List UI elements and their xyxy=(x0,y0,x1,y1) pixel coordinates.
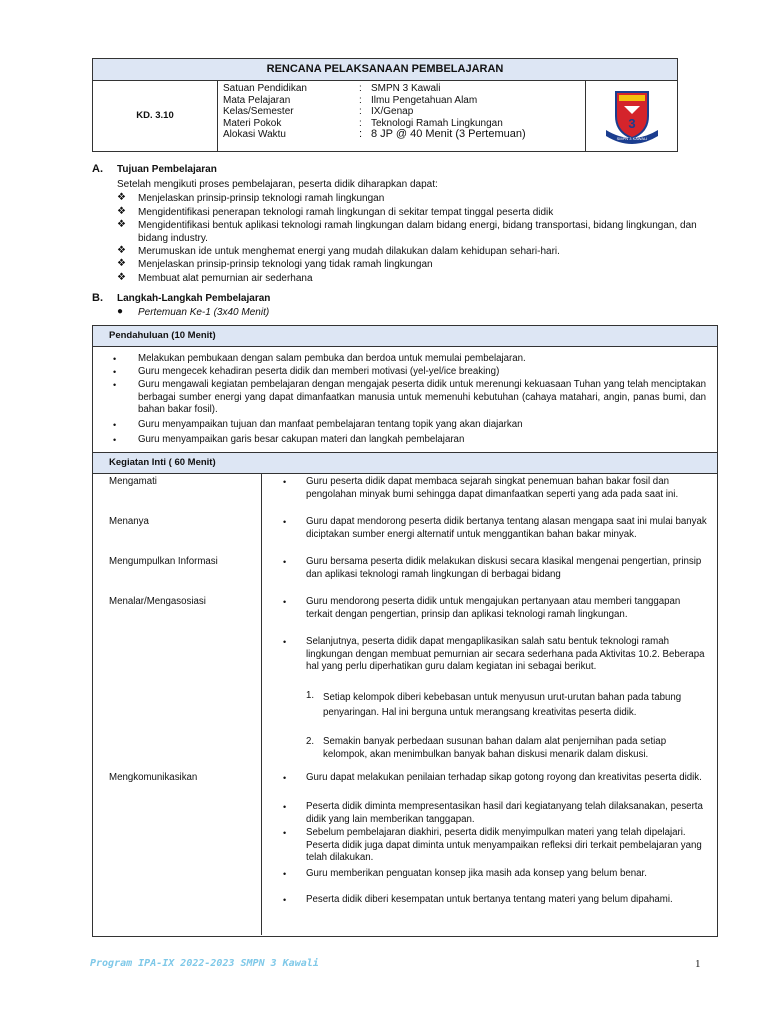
sub-item: Setiap kelompok diberi kebebasan untuk menyusun urut-urutan bahan pada tabung penyaringan. Hal ini berguna untuk merangsang kreativitas peserta didik. xyxy=(323,692,682,718)
intro-item: Guru menyampaikan tujuan dan manfaat pembelajaran tentang topik yang akan diajarkan xyxy=(138,419,523,430)
info-key: Satuan Pendidikan xyxy=(223,83,307,94)
bullet-icon: ● xyxy=(117,306,124,317)
bullet-icon: • xyxy=(283,895,287,905)
document-title: RENCANA PELAKSANAAN PEMBELAJARAN xyxy=(92,58,678,81)
section-b-title: Langkah-Langkah Pembelajaran xyxy=(117,293,271,304)
info-value: Ilmu Pengetahuan Alam xyxy=(371,94,478,106)
diamond-bullet-icon: ❖ xyxy=(117,272,126,283)
info-key: Mata Pelajaran xyxy=(223,94,291,106)
sub-item-number: 2. xyxy=(306,736,315,747)
footer-program: Program IPA-IX 2022-2023 SMPN 3 Kawali xyxy=(90,958,319,969)
stage-label: Menanya xyxy=(109,516,149,527)
info-key: Alokasi Waktu xyxy=(223,129,286,141)
section-a-title: Tujuan Pembelajaran xyxy=(117,164,217,175)
activity-item: Peserta didik diberi kesempatan untuk bertanya tentang materi yang belum dipahami. xyxy=(306,894,673,905)
bullet-icon: • xyxy=(113,367,117,377)
bullet-icon: • xyxy=(283,557,287,567)
bullet-icon: • xyxy=(283,869,287,879)
bullet-icon: • xyxy=(283,637,287,647)
svg-text:3: 3 xyxy=(628,116,636,131)
diamond-bullet-icon: ❖ xyxy=(117,258,126,269)
svg-text:SMPN 3 KAWALI: SMPN 3 KAWALI xyxy=(616,136,648,141)
objective-item: Membuat alat pemurnian air sederhana xyxy=(138,273,313,284)
activity-item: Sebelum pembelajaran diakhiri, peserta didik menyimpulkan materi yang telah dipelajari. Peserta didik juga dapat diminta untuk menyampaikan refleksi diri terkait pembelajaran yang telah dilakukan. xyxy=(306,827,702,863)
page-number: 1 xyxy=(695,958,701,970)
school-logo xyxy=(586,80,678,151)
activity-item: Guru memberikan penguatan konsep jika masih ada konsep yang belum benar. xyxy=(306,868,647,879)
info-value: IX/Genap xyxy=(371,106,414,118)
meeting-label: Pertemuan Ke-1 (3x40 Menit) xyxy=(138,307,270,318)
objective-item: Merumuskan ide untuk menghemat energi yang mudah dilakukan dalam kehidupan sehari-hari. xyxy=(138,246,560,257)
intro-item: Guru mengawali kegiatan pembelajaran dengan mengajak peserta didik untuk merenungi kekuasaan Tuhan yang telah menciptakan berbagai sumber energi yang dapat dimanfaatkan manusia untuk memenuhi kebutuhan (cahaya matahari, angin, panas bumi, dan bahan bakar fosil). xyxy=(138,379,706,415)
bullet-icon: • xyxy=(113,420,117,430)
diamond-bullet-icon: ❖ xyxy=(117,206,126,217)
bullet-icon: • xyxy=(113,435,117,445)
pendahuluan-header: Pendahuluan (10 Menit) xyxy=(93,326,717,347)
column-divider xyxy=(261,474,262,935)
objective-item: Menjelaskan prinsip-prinsip teknologi yang tidak ramah lingkungan xyxy=(138,259,433,270)
kd-label: KD. 3.10 xyxy=(93,80,218,151)
bullet-icon: • xyxy=(113,380,117,390)
section-a-intro: Setelah mengikuti proses pembelajaran, peserta didik diharapkan dapat: xyxy=(117,179,438,190)
info-key: Kelas/Semester xyxy=(223,106,294,118)
bullet-icon: • xyxy=(283,517,287,527)
bullet-icon: • xyxy=(283,802,287,812)
sub-item-number: 1. xyxy=(306,690,315,701)
diamond-bullet-icon: ❖ xyxy=(117,245,126,256)
section-a-letter: A. xyxy=(92,163,103,175)
activity-item: Guru mendorong peserta didik untuk mengajukan pertanyaan atau memberi tanggapan terkait dengan pengertian, prinsip dan aplikasi teknologi ramah lingkungan. xyxy=(306,596,681,620)
activity-item: Selanjutnya, peserta didik dapat mengaplikasikan salah satu bentuk teknologi ramah lingkungan dengan membuat pemurnian air secara sederhana pada Aktivitas 10.2. Beberapa hal yang perlu diperhatikan guru dalam kegiatan ini sebagai berikut. xyxy=(306,636,705,672)
school-logo-cell xyxy=(585,80,678,151)
section-b-letter: B. xyxy=(92,292,103,304)
info-value: 8 JP @ 40 Menit (3 Pertemuan) xyxy=(371,128,526,141)
objective-item: Mengidentifikasi penerapan teknologi ramah lingkungan di sekitar tempat tinggal peserta didik xyxy=(138,207,554,218)
activity-table xyxy=(92,325,718,937)
activity-item: Guru bersama peserta didik melakukan diskusi secara klasikal mengenai pengertian, prinsip dan aplikasi teknologi ramah lingkungan di berbagai bidang xyxy=(306,556,702,580)
header-box xyxy=(92,80,678,152)
info-value: Teknologi Ramah Lingkungan xyxy=(371,117,503,129)
objective-item: Mengidentifikasi bentuk aplikasi teknologi ramah lingkungan dalam bidang energi, bidang transportasi, bidang lingkungan, dan bidang industry. xyxy=(138,220,697,244)
diamond-bullet-icon: ❖ xyxy=(117,192,126,203)
inti-header: Kegiatan Inti ( 60 Menit) xyxy=(93,453,717,474)
bullet-icon: • xyxy=(283,773,287,783)
info-key: Materi Pokok xyxy=(223,117,282,129)
activity-item: Peserta didik diminta mempresentasikan hasil dari kegiatanyang telah dilaksanakan, peserta didik yang lain memberikan tanggapan. xyxy=(306,801,703,825)
bullet-icon: • xyxy=(283,828,287,838)
header-info-table: Satuan Pendidikan : SMPN 3 Kawali Mata Pelajaran : Ilmu Pengetahuan Alam Kelas/Semester : IX/Genap Materi Pokok : Teknologi Ramah Lingkungan Alokasi Waktu : 8 JP @ 40 Menit (3 Pertemuan) xyxy=(223,83,526,141)
objective-item: Menjelaskan prinsip-prinsip teknologi ramah lingkungan xyxy=(138,193,385,204)
stage-label: Mengkomunikasikan xyxy=(109,772,198,783)
sub-item: Semakin banyak perbedaan susunan bahan dalam alat penjernihan pada setiap kelompok, akan menimbulkan banyak bahan diskusi menarik dalam diskusi. xyxy=(323,736,667,760)
bullet-icon: • xyxy=(283,477,287,487)
info-value: SMPN 3 Kawali xyxy=(371,83,441,94)
intro-item: Guru menyampaikan garis besar cakupan materi dan langkah pembelajaran xyxy=(138,434,465,445)
diamond-bullet-icon: ❖ xyxy=(117,219,126,230)
activity-item: Guru peserta didik dapat membaca sejarah singkat penemuan bahan bakar fosil dan pengolahan minyak bumi sehingga dapat dimanfaatkan seperti yang ada pada saat ini. xyxy=(306,476,679,500)
stage-label: Mengamati xyxy=(109,476,157,487)
bullet-icon: • xyxy=(283,597,287,607)
stage-label: Mengumpulkan Informasi xyxy=(109,556,218,567)
intro-item: Guru mengecek kehadiran peserta didik dan memberi motivasi (yel-yel/ice breaking) xyxy=(138,366,500,377)
activity-item: Guru dapat melakukan penilaian terhadap sikap gotong royong dan kreativitas peserta didik. xyxy=(306,772,702,783)
bullet-icon: • xyxy=(113,354,117,364)
activity-item: Guru dapat mendorong peserta didik bertanya tentang alasan mengapa saat ini mulai banyak diciptakan sumber energi alternatif untuk menggantikan bahan bakar minyak. xyxy=(306,516,707,540)
intro-item: Melakukan pembukaan dengan salam pembuka dan berdoa untuk memulai pembelajaran. xyxy=(138,353,526,364)
stage-label: Menalar/Mengasosiasi xyxy=(109,596,206,607)
